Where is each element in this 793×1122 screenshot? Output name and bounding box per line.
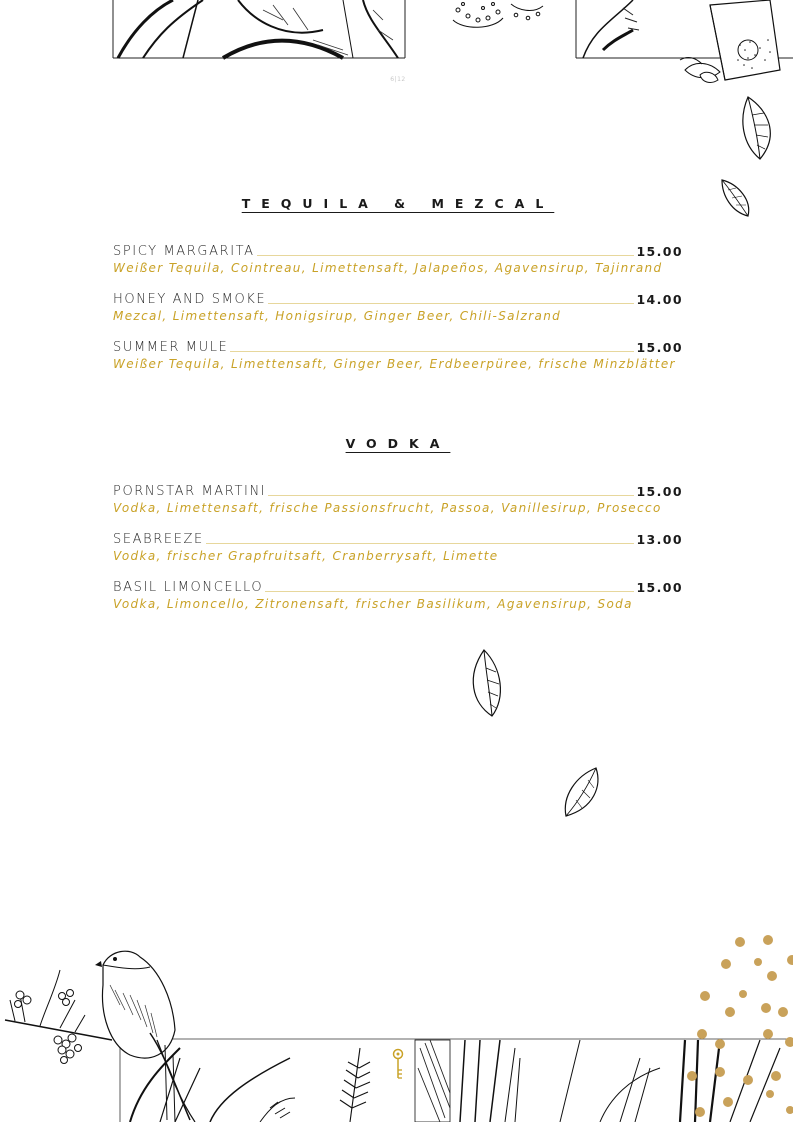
gold-dots-pattern [680, 930, 793, 1122]
item-price: 14.00 [636, 292, 683, 307]
item-price: 15.00 [636, 484, 683, 499]
section-title-tequila-mezcal: TEQUILA & MEZCAL [241, 196, 555, 211]
dotted-leader [268, 494, 634, 496]
item-name: SEABREEZE [113, 532, 204, 547]
item-description: Vodka, Limoncello, Zitronensaft, frischer Basilikum, Agavensirup, Soda [113, 597, 633, 611]
leaf-icon [720, 178, 752, 218]
item-description: Vodka, Limettensaft, frische Passionsfrucht, Passoa, Vanillesirup, Prosecco [113, 501, 662, 515]
item-price: 15.00 [636, 244, 683, 259]
berry-branch-illustration [0, 960, 120, 1070]
dotted-leader [257, 254, 635, 256]
item-description: Vodka, frischer Grapfruitsaft, Cranberrysaft, Limette [113, 549, 499, 563]
item-name: BASIL LIMONCELLO [113, 580, 264, 595]
leaf-icon [466, 648, 506, 718]
item-name: SUMMER MULE [113, 340, 229, 355]
item-name: PORNSTAR MARTINI [113, 484, 267, 499]
key-icon [390, 1048, 406, 1080]
menu-item [113, 531, 683, 563]
dotted-leader [265, 590, 634, 592]
item-name: HONEY AND SMOKE [113, 292, 267, 307]
menu-item [113, 243, 683, 275]
page-number: 6|12 [390, 76, 406, 83]
leaf-icon [738, 95, 778, 161]
item-name: SPICY MARGARITA [113, 244, 255, 259]
dotted-leader [206, 542, 635, 544]
dotted-leader [268, 302, 634, 304]
item-price: 13.00 [636, 532, 683, 547]
item-description: Weißer Tequila, Cointreau, Limettensaft, Jalapeños, Agavensirup, Tajinrand [113, 261, 663, 275]
item-price: 15.00 [636, 340, 683, 355]
menu-item [113, 339, 683, 371]
menu-item [113, 291, 683, 323]
item-price: 15.00 [636, 580, 683, 595]
item-description: Mezcal, Limettensaft, Honigsirup, Ginger Beer, Chili-Salzrand [113, 309, 562, 323]
menu-item [113, 579, 683, 611]
menu-item [113, 483, 683, 515]
section-title-vodka: VODKA [345, 436, 451, 451]
leaf-icon [560, 766, 602, 818]
item-description: Weißer Tequila, Limettensaft, Ginger Beer, Erdbeerpüree, frische Minzblätter [113, 357, 676, 371]
dotted-leader [230, 350, 634, 352]
